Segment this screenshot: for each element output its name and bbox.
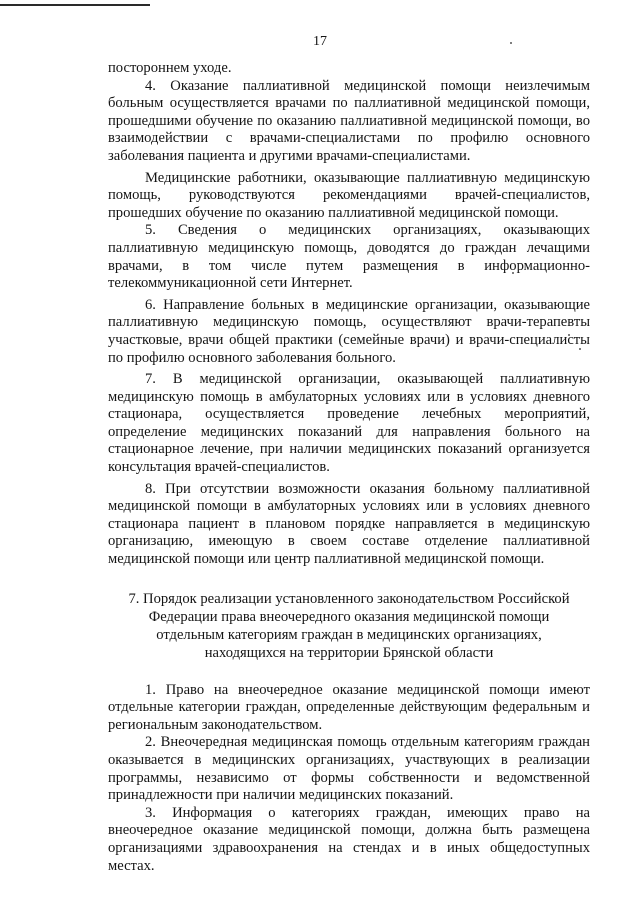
paragraph: Медицинские работники, оказывающие паллиативную медицинскую помощь, руководствуются рекомендациями врачей-специалистов, прошедших обучение по оказанию паллиативной медицинской помощи. [108,169,590,221]
paragraph: 1. Право на внеочередное оказание медицинской помощи имеют отдельные категории граждан, определенные действующим федеральным и региональным законодательством. [108,681,590,733]
paragraph: 2. Внеочередная медицинская помощь отдельным категориям граждан оказывается в медицинских организациях, участвующих в реализации программы, независимо от формы собственности и ведомственной принадлежности при наличии медицинских показаний. [108,734,590,804]
section-heading-line: Федерации права внеочередного оказания медицинской помощи [148,608,550,625]
paragraph: постороннем уходе. [108,60,232,76]
paragraph: 3. Информация о категориях граждан, имеющих право на внеочередное оказание медицинской помощи, должна быть размещена организациями здравоохранения на стендах и в иных общедоступных местах. [108,804,590,874]
paragraph: 8. При отсутствии возможности оказания больному паллиативной медицинской помощи в амбулаторных условиях или в условиях дневного стационара пациент в плановом порядке направляется в медицинскую организацию, имеющую в своем составе отделение паллиативной медицинской помощи или центр паллиативной медицинской помощи. [108,480,590,568]
section-heading [108,590,590,662]
section-heading-line: 7. Порядок реализации установленного законодательством Российской [128,590,570,607]
scan-top-rule [0,4,150,6]
section-heading-line: отдельным категориям граждан в медицинских организациях, [156,626,542,643]
paragraph: 5. Сведения о медицинских организациях, оказывающих паллиативную медицинскую помощь, доводятся до граждан лечащими врачами, в том числе путем размещения в информационно-телекоммуникационной сети Интернет. [108,222,590,292]
paragraph: 4. Оказание паллиативной медицинской помощи неизлечимым больным осуществляется врачами по паллиативной медицинской помощи, прошедшими обучение по оказанию паллиативной медицинской помощи, во взаимодействии с врачами-специалистами по профилю основного заболевания пациента и другими врачами-специалистами. [108,77,590,164]
paragraph: 6. Направление больных в медицинские организации, оказывающие паллиативную медицинскую помощь, осуществляют врачи-терапевты участковые, врачи общей практики (семейные врачи) и врачи-специалисты по профилю основного заболевания больного. [108,296,590,366]
document-body [108,60,590,875]
paragraph: 7. В медицинской организации, оказывающей паллиативную медицинскую помощь в амбулаторных условиях или в условиях дневного стационара, осуществляется проведение лечебных мероприятий, определение медицинских показаний для направления больного на стационарное лечение, при наличии медицинских показаний организуется консультация врачей-специалистов. [108,371,590,476]
section-heading-line: находящихся на территории Брянской области [204,644,494,661]
page-number: 17 [313,34,327,49]
